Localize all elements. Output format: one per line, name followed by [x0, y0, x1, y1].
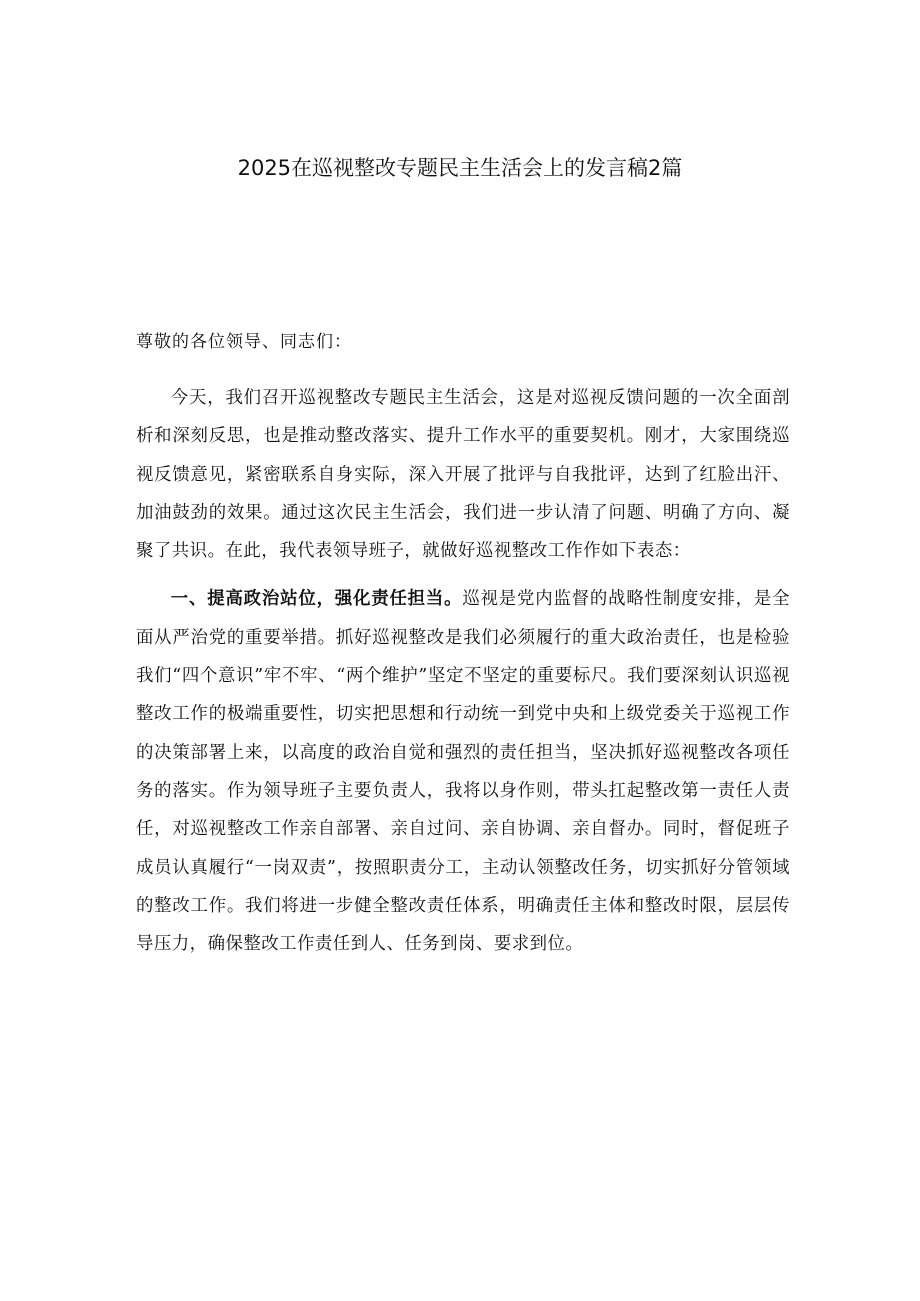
paragraph-opening: 今天，我们召开巡视整改专题民主生活会，这是对巡视反馈问题的一次全面剖析和深刻反思，也是推动整改落实、提升工作水平的重要契机。刚才，大家围绕巡视反馈意见，紧密联系自身实际，深入开展了批评与自我批评，达到了红脸出汗、加油鼓劲的效果。通过这次民主生活会，我们进一步认清了问题、明确了方向、凝聚了共识。在此，我代表领导班子，就做好巡视整改工作作如下表态： [136, 388, 790, 562]
document-body [136, 325, 790, 973]
document-title: 2025在巡视整改专题民主生活会上的发言稿2篇 [237, 156, 683, 180]
paragraph-section-one [136, 580, 790, 963]
salutation: 尊敬的各位领导、同志们： [136, 332, 352, 352]
section-one-heading: 一、提高政治站位，强化责任担当。 [170, 589, 463, 610]
section-one-text: 巡视是党内监督的战略性制度安排，是全面从严治党的重要举措。抓好巡视整改是我们必须履行的重大政治责任，也是检验我们“四个意识”牢不牢、“两个维护”坚定不坚定的重要标尺。我们要深刻认识巡视整改工作的极端重要性，切实把思想和行动统一到党中央和上级党委关于巡视工作的决策部署上来，以高度的政治自觉和强烈的责任担当，坚决抓好巡视整改各项任务的落实。作为领导班子主要负责人，我将以身作则，带头扛起整改第一责任人责任，对巡视整改工作亲自部署、亲自过问、亲自协调、亲自督办。同时，督促班子成员认真履行“一岗双责”，按照职责分工，主动认领整改任务，切实抓好分管领域的整改工作。我们将进一步健全整改责任体系，明确责任主体和整改时限，层层传导压力，确保整改工作责任到人、任务到岗、要求到位。 [136, 589, 790, 955]
